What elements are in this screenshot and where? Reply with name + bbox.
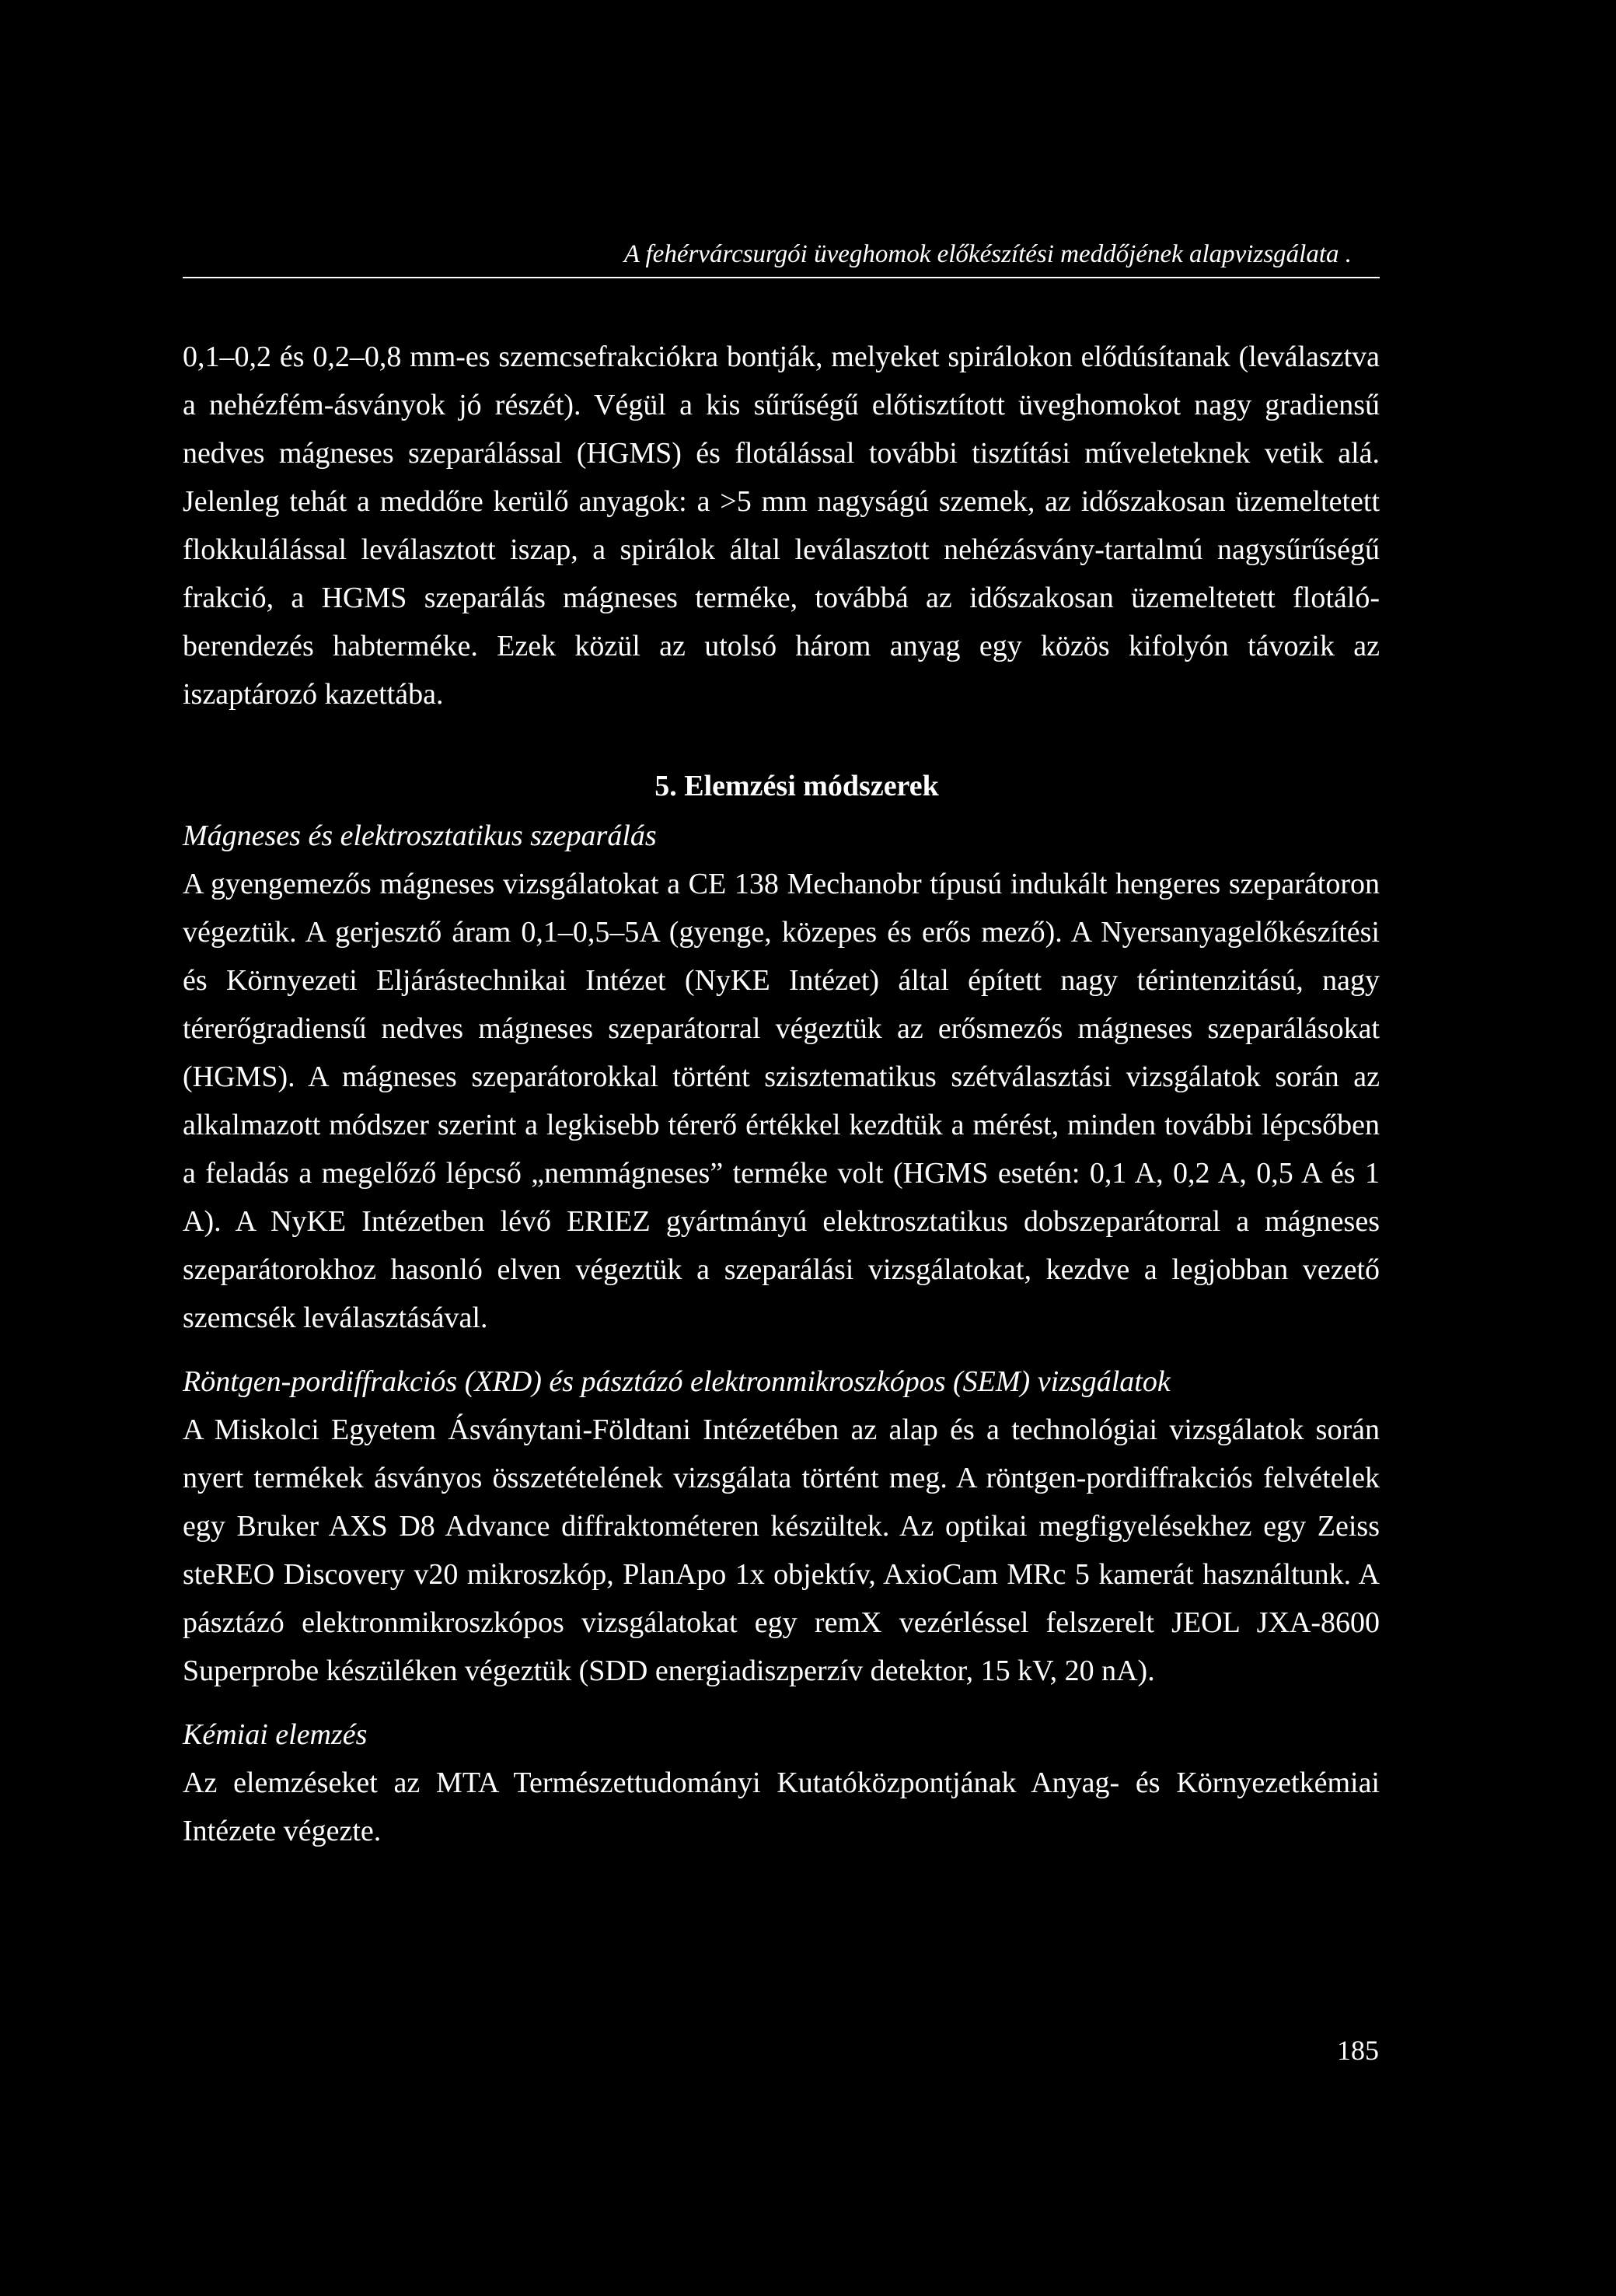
paragraph-chemical: Az elemzéseket az MTA Természettudományi Kutatóközpontjának Anyag- és Környezetkémiai Intézete végezte.: [183, 1767, 1380, 1847]
subsection-heading-xrd-sem: Röntgen-pordiffrakciós (XRD) és pásztázó elektronmikroszkópos (SEM) vizsgálatok: [183, 1365, 1171, 1398]
running-header: [183, 233, 1380, 278]
paragraph-xrd-sem: A Miskolci Egyetem Ásványtani-Földtani Intézetében az alap és a technológiai vizsgálatok során nyert termékek ásványos összetételének vizsgálata történt meg. A röntgen-pordiffrakciós felvételek egy Bruker AXS D8 Advance diffraktométeren készültek. Az optikai megfigyelésekhez egy Zeiss steREO Discovery v20 mikroszkóp, PlanApo 1x objektív, AxioCam MRc 5 kamerát használtunk. A pásztázó elektronmikroszkópos vizsgálatokat egy remX vezérléssel felszerelt JEOL JXA-8600 Superprobe készüléken végeztük (SDD energiadiszperzív detektor, 15 kV, 20 nA).: [183, 1414, 1380, 1687]
running-title: A fehérvárcsurgói üveghomok előkészítési meddőjének alapvizsgálata .: [623, 240, 1352, 268]
section-title: 5. Elemzési módszerek: [654, 770, 939, 802]
subsection-heading-chemical: Kémiai elemzés: [183, 1718, 368, 1751]
paragraph-magnetic: A gyengemezős mágneses vizsgálatokat a CE 138 Mechanobr típusú indukált hengeres szeparátoron végeztük. A gerjesztő áram 0,1–0,5–5A (gyenge, közepes és erős mező). A Nyersanyagelőkészítési és Környezeti Eljárástechnikai Intézet (NyKE Intézet) által épített nagy térintenzitású, nagy térerőgradiensű nedves mágneses szeparátorral végeztük az erősmezős mágneses szeparálásokat (HGMS). A mágneses szeparátorokkal történt szisztematikus szétválasztási vizsgálatok során az alkalmazott módszer szerint a legkisebb térerő értékkel kezdtük a mérést, minden további lépcsőben a feladás a megelőző lépcső „nemmágneses” terméke volt (HGMS esetén: 0,1 A, 0,2 A, 0,5 A és 1 A). A NyKE Intézetben lévő ERIEZ gyártmányú elektrosztatikus dobszeparátorral a mágneses szeparátorokhoz hasonló elven végeztük a szeparálási vizsgálatokat, kezdve a legjobban vezető szemcsék leválasztásával.: [183, 868, 1380, 1334]
page-number: 185: [1337, 2035, 1379, 2066]
intro-paragraph: 0,1–0,2 és 0,2–0,8 mm-es szemcsefrakciókra bontják, melyeket spirálokon elődúsítanak (leválasztva a nehézfém-ásványok jó részét). Végül a kis sűrűségű előtisztított üveghomokot nagy gradiensű nedves mágneses szeparálással (HGMS) és flotálással további tisztítási műveleteknek vetik alá. Jelenleg tehát a meddőre kerülő anyagok: a >5 mm nagyságú szemek, az időszakosan üzemeltetett flokkulálással leválasztott iszap, a spirálok által leválasztott nehézásvány-tartalmú nagysűrűségű frakció, a HGMS szeparálás mágneses terméke, továbbá az időszakosan üzemeltetett flotáló-berendezés habterméke. Ezek közül az utolsó három anyag egy közös kifolyón távozik az iszaptározó kazettába.: [183, 341, 1380, 711]
page-body: [183, 333, 1380, 1855]
subsection-heading-magnetic: Mágneses és elektrosztatikus szeparálás: [183, 820, 657, 852]
